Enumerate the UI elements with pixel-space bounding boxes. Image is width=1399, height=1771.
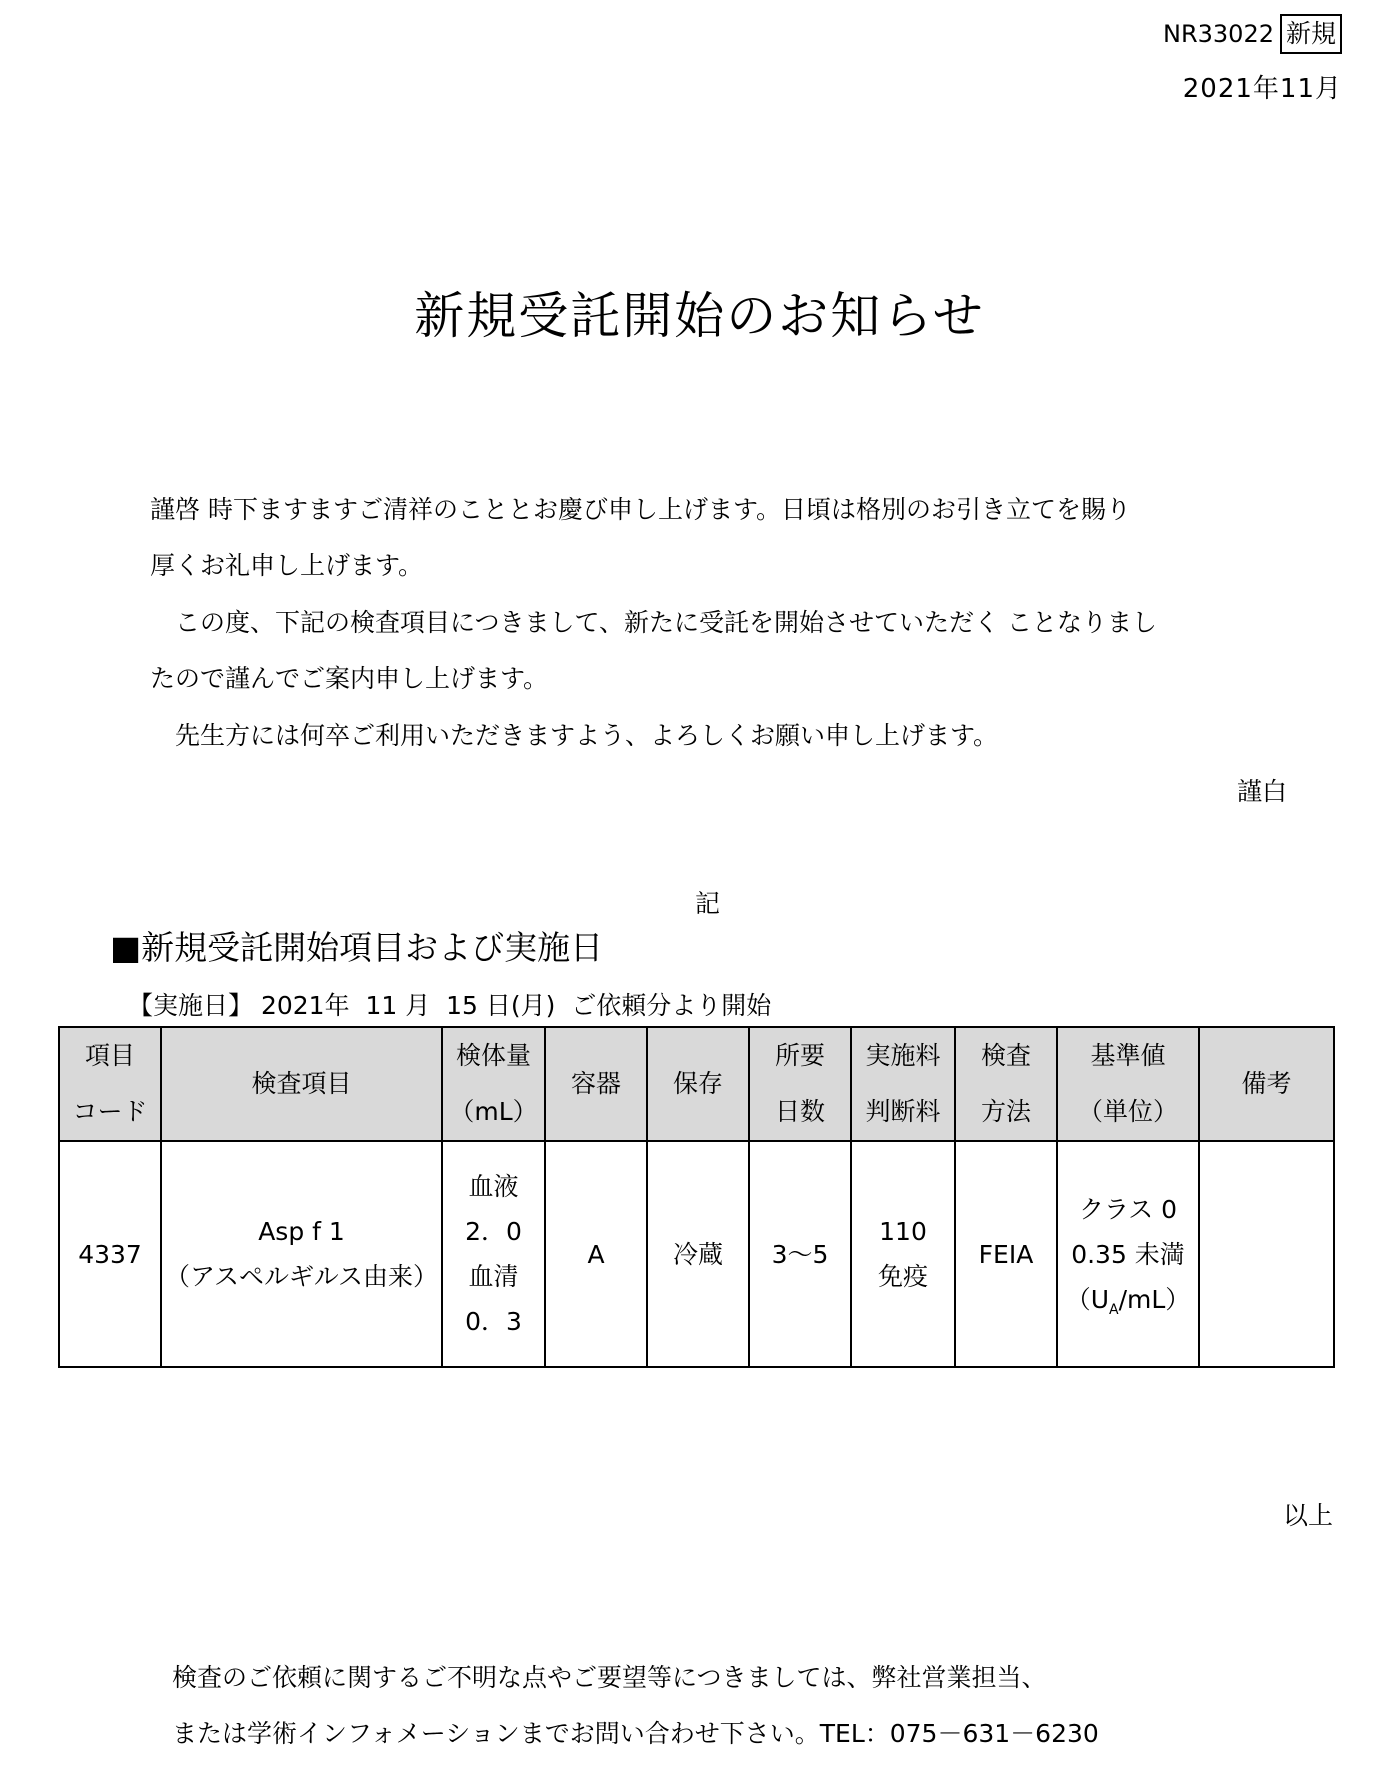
test-items-table [58,1026,1335,1368]
reference-class: クラス 0 [1078,1194,1178,1224]
reference-unit-suffix: /mL） [1118,1284,1191,1314]
header-text: 判断料 [865,1097,941,1126]
footer-line-2: または学術インフォメーションまでお問い合わせ下さい。TEL：075－631－6230 [172,1719,1099,1748]
header-container [545,1027,647,1141]
header-text: 方法 [980,1097,1031,1126]
cell-volume [442,1141,545,1367]
section-heading: ■新規受託開始項目および実施日 [110,928,604,967]
closing-mark: 謹白 [1236,777,1287,806]
body-line-1: 謹啓 時下ますますご清祥のこととお慶び申し上げます。日頃は格別のお引き立てを賜り [150,495,1131,524]
new-badge: 新規 [1280,14,1342,54]
item-name: Asp f 1 [258,1217,345,1246]
header-days [749,1027,851,1141]
footer-line-1: 検査のご依頼に関するご不明な点やご要望等につきましては、弊社営業担当、 [172,1663,1047,1692]
header-text: 項目 [84,1041,135,1070]
body-line-5: 先生方には何卒ご利用いただきますよう、よろしくお願い申し上げます。 [150,721,999,750]
cell-code: 4337 [59,1141,161,1367]
cell-fee [851,1141,955,1367]
cell-storage: 冷蔵 [647,1141,749,1367]
page-title: 新規受託開始のお知らせ [414,287,985,345]
header-method [955,1027,1057,1141]
doc-number: NR33022 [1163,20,1274,48]
header-test-item [161,1027,442,1141]
header-text: 備考 [1241,1069,1292,1098]
header-fee [851,1027,955,1141]
issue-date: 2021年11月 [1182,74,1342,104]
header-text: 基準値 [1090,1041,1166,1070]
header-text: 実施料 [865,1041,941,1070]
header-text: 検査項目 [251,1069,352,1098]
header-text: 検査 [980,1041,1031,1070]
item-origin: （アスペルギルス由来） [164,1262,438,1291]
header-remarks [1199,1027,1334,1141]
header-volume [442,1027,545,1141]
reference-unit [1058,1277,1198,1322]
body-line-3: この度、下記の検査項目につきまして、新たに受託を開始させていただく ことなりまし [150,608,1157,637]
cell-reference [1057,1141,1199,1367]
cell-remarks [1199,1141,1334,1367]
fee-points: 110 [879,1217,927,1246]
document-id [1163,14,1342,54]
header-text: コード [72,1097,148,1126]
volume-line: 血液 [468,1172,519,1201]
ijou-mark: 以上 [1282,1501,1333,1530]
reference-unit-prefix: （U [1065,1284,1109,1314]
header-storage [647,1027,749,1141]
body-line-2: 厚くお礼申し上げます。 [150,551,424,580]
header-text: 所要 [774,1041,825,1070]
header-text: 日数 [774,1097,825,1126]
table-header-row [59,1027,1334,1141]
volume-line: 0．3 [465,1307,522,1336]
cell-days: 3～5 [749,1141,851,1367]
reference-unit-subscript: A [1109,1301,1119,1318]
header-text: （mL） [449,1097,538,1126]
header-text: 検体量 [455,1041,531,1070]
fee-category: 免疫 [877,1262,928,1291]
header-text: 容器 [570,1069,621,1098]
header-text: （単位） [1077,1097,1178,1126]
body-line-4: たので謹んでご案内申し上げます。 [150,664,549,693]
volume-line: 血清 [468,1262,519,1291]
reference-value: 0.35 未満 [1071,1239,1185,1269]
header-code [59,1027,161,1141]
ki-mark: 記 [695,889,721,918]
cell-container: A [545,1141,647,1367]
header-reference [1057,1027,1199,1141]
cell-test-item [161,1141,442,1367]
start-date: 【実施日】 2021年 11 月 15 日(月) ご依頼分より開始 [128,991,772,1020]
volume-line: 2．0 [465,1217,522,1246]
cell-method: FEIA [955,1141,1057,1367]
header-text: 保存 [672,1069,723,1098]
table-row [59,1141,1334,1367]
